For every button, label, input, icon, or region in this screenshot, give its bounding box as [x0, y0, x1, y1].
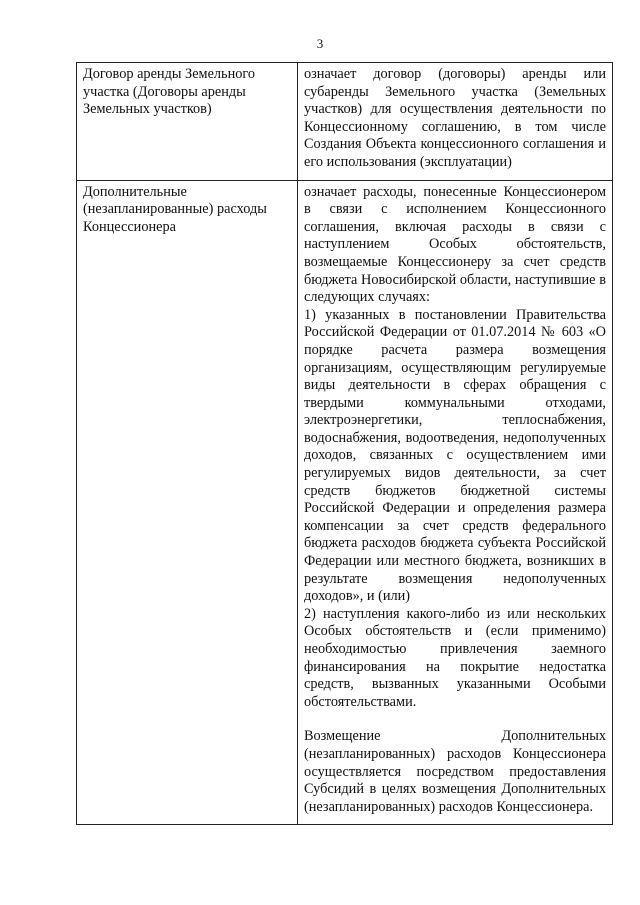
table-row — [77, 180, 613, 825]
definition-paragraph: означает договор (договоры) аренды или субаренды Земельного участка (Земельных участков) для осуществления деятельности по Концессионному соглашению, в том числе Создания Объекта концессионного соглашения и его использования (эксплуатации) — [304, 66, 606, 170]
definition-paragraph: 2) наступления какого-либо из или нескольких Особых обстоятельств и (если применимо) необходимостью привлечения заемного финансирования на покрытие недостатка средств, вызванных указанными Особыми обстоятельствами. — [304, 605, 606, 710]
page-number: 3 — [316, 36, 324, 51]
table-row — [77, 63, 613, 181]
definition-paragraph: Возмещение Дополнительных (незапланированных) расходов Концессионера осуществляется посредством предоставления Субсидий в целях возмещения Дополнительных (незапланированных) расходов Концессионера. — [304, 728, 606, 815]
term-cell: Договор аренды Земельного участка (Договоры аренды Земельных участков) — [77, 63, 298, 181]
definitions-table — [76, 62, 613, 825]
term-cell: Дополнительные (незапланированные) расходы Концессионера — [77, 180, 298, 825]
definition-cell — [298, 180, 613, 825]
definition-paragraph: 1) указанных в постановлении Правительства Российской Федерации от 01.07.2014 № 603 «О порядке расчета размера возмещения организациям, осуществляющим регулируемые виды деятельности в сферах обращения с твердыми коммунальными отходами, электроэнергетики, теплоснабжения, водоснабжения, водоотведения, недополученных доходов, связанных с осуществлением ими регулируемых видов деятельности, за счет средств бюджетов бюджетной системы Российской Федерации и определения размера компенсации за счет средств федерального бюджета расходов бюджета субъекта Российской Федерации или местного бюджета, возникших в результате возмещения недополученных доходов», и (или) — [304, 306, 606, 605]
definition-cell — [298, 63, 613, 181]
definition-paragraph: означает расходы, понесенные Концессионером в связи с исполнением Концессионного соглашения, включая расходы в связи с наступлением Особых обстоятельств, возмещаемые Концессионеру за счет средств бюджета Новосибирской области, наступившие в следующих случаях: — [304, 183, 606, 306]
